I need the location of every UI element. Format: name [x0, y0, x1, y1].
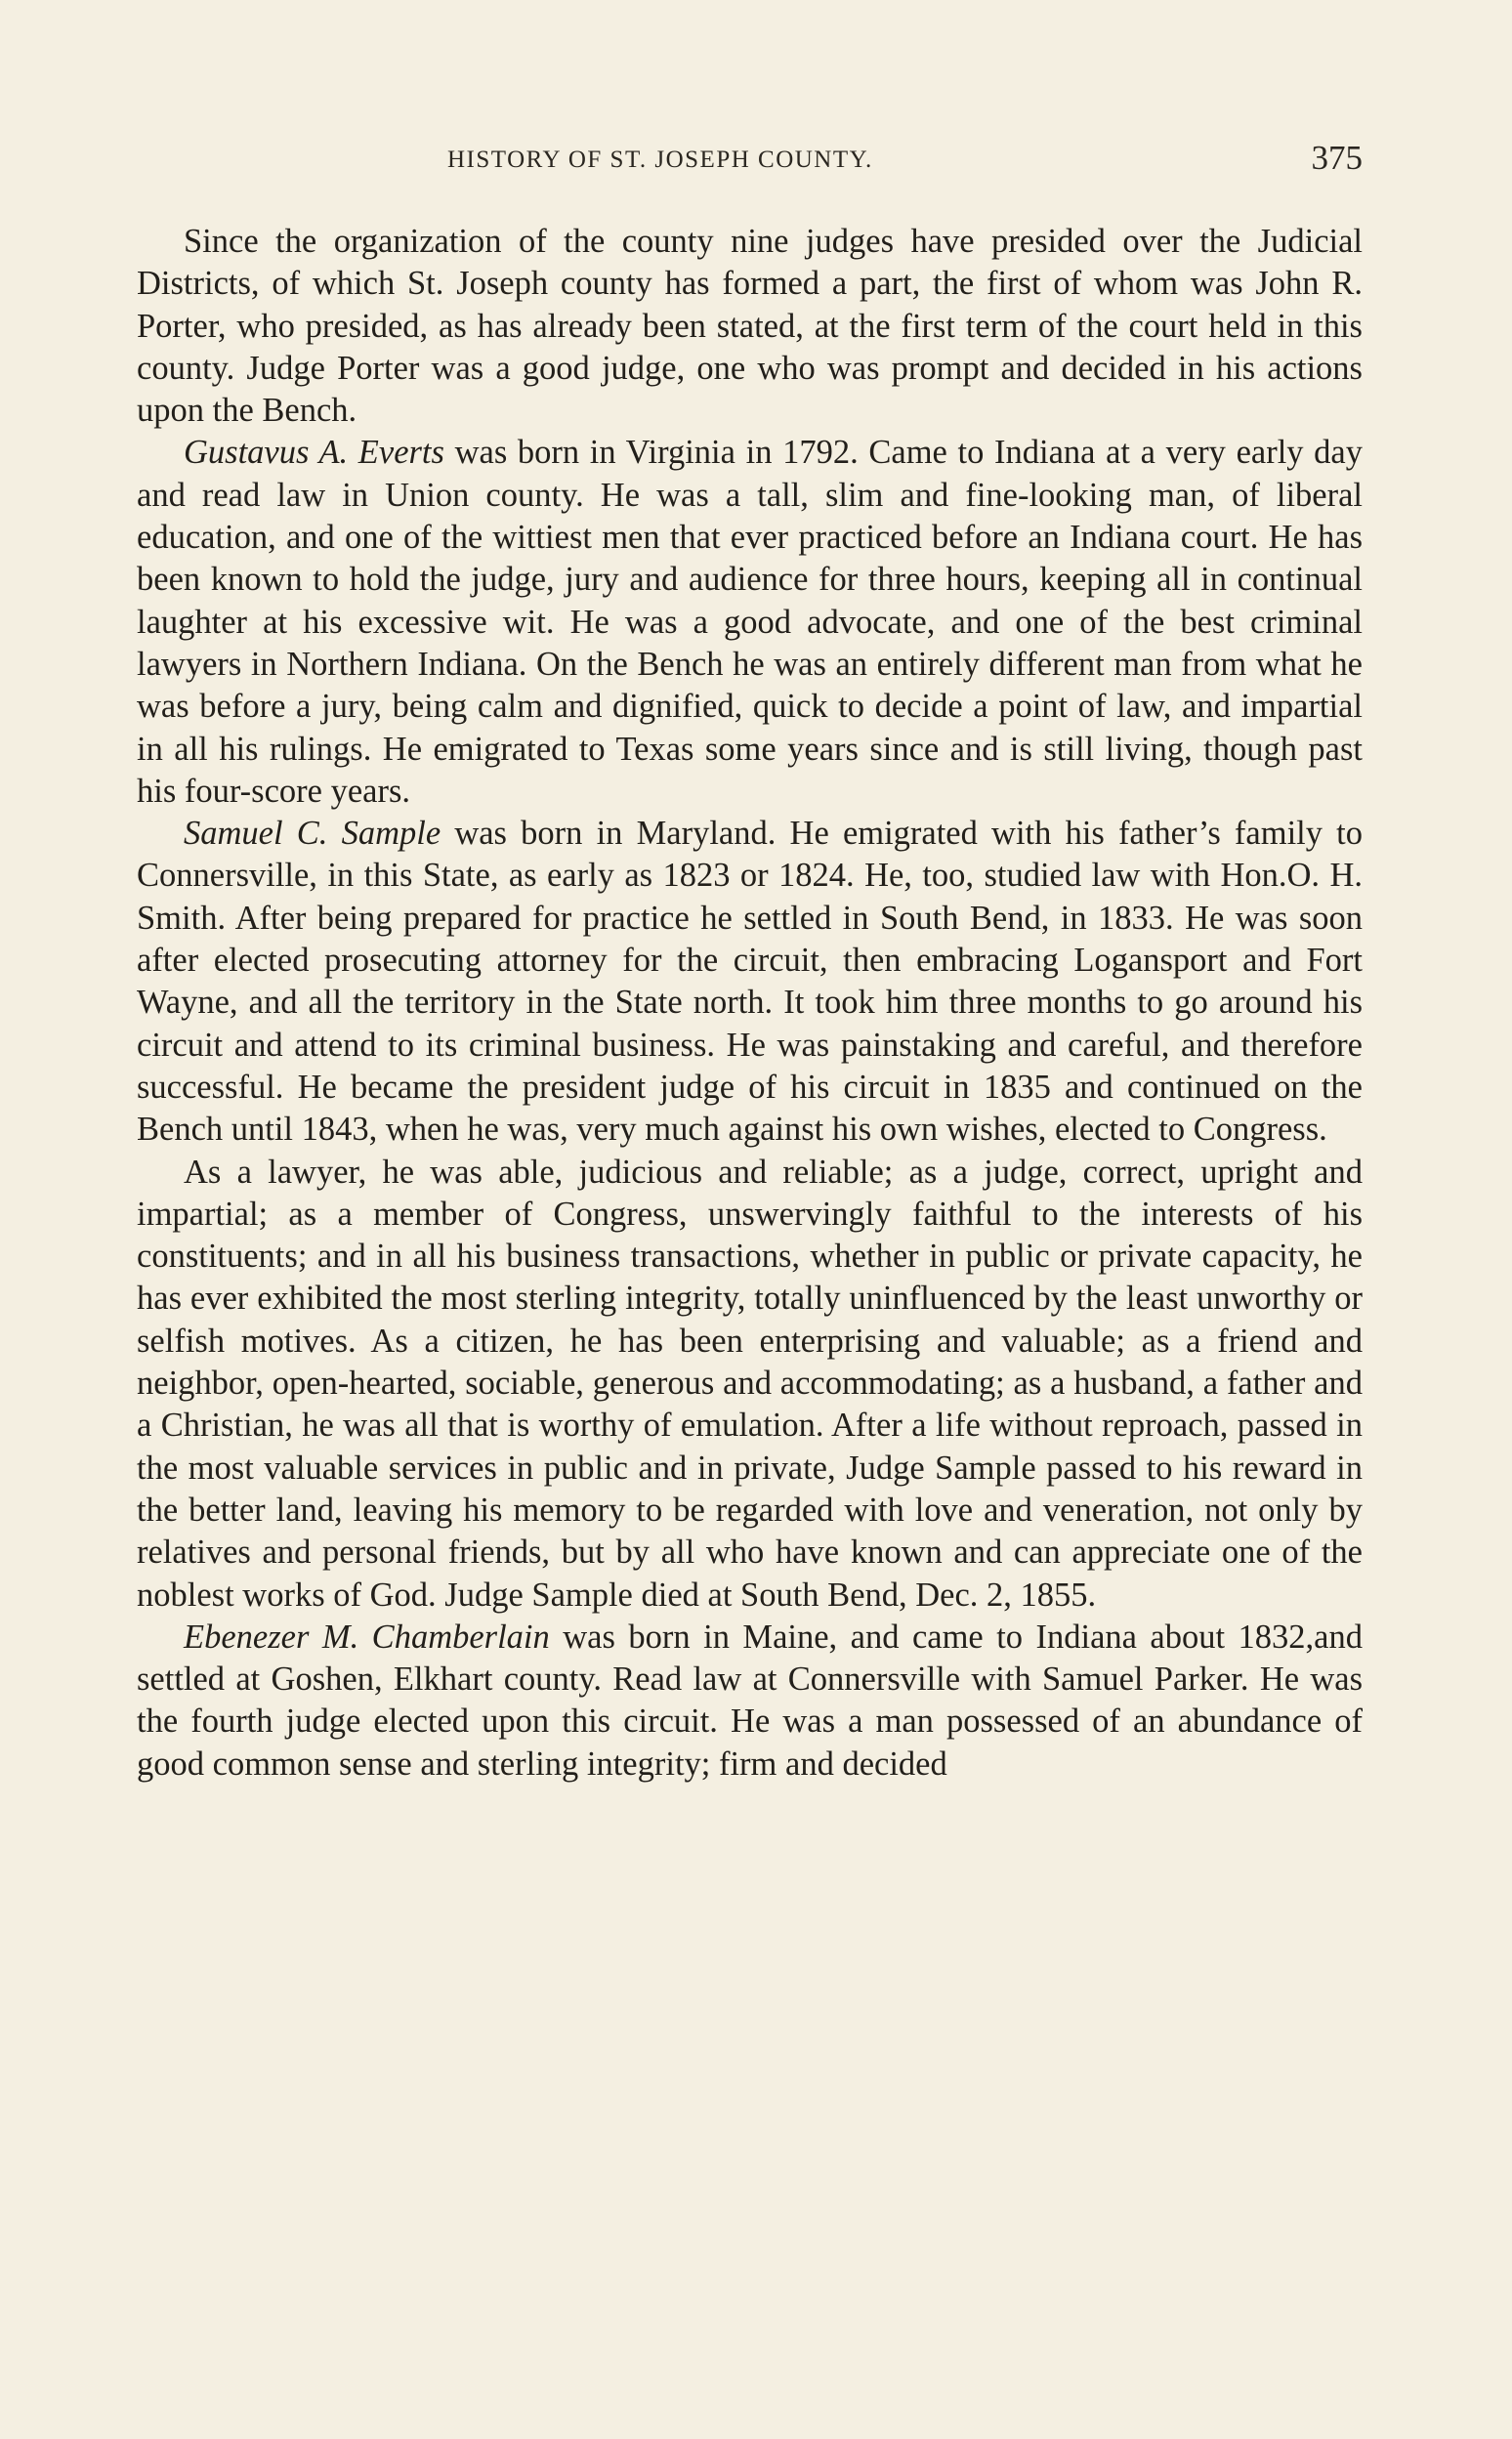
- paragraph-text: As a lawyer, he was able, judicious and reliable; as a judge, correct, upright and impartial; as a member of Congress, unswervingly faithful to the interests of his constituents; and in all his business transactions, whether in public or private capacity, he has ever exhibited the most sterling integrity, totally uninfluenced by the least unworthy or selfish motives. As a citizen, he has been enterprising and valuable; as a friend and neighbor, open-hearted, sociable, generous and accommodating; as a husband, a father and a Christian, he was all that is worthy of emulation. After a life without reproach, passed in the most valuable services in public and in private, Judge Sample passed to his reward in the better land, leaving his memory to be regarded with love and veneration, not only by relatives and personal friends, but by all who have known and can appreciate one of the noblest works of God. Judge Sample died at South Bend, Dec. 2, 1855.: [137, 1153, 1363, 1614]
- paragraph-text: Since the organization of the county nine judges have presided over the Judicial Districts, of which St. Joseph county has formed a part, the first of whom was John R. Porter, who presided, as has already been stated, at the first term of the court held in this county. Judge Porter was a good judge, one who was prompt and decided in his actions upon the Bench.: [137, 223, 1363, 430]
- paragraph-chamberlain: [137, 1617, 1363, 1786]
- paragraph-text: was born in Maine, and came to Indiana about 1832,and settled at Goshen, Elkhart county. Read law at Connersville with Samuel Parker. He was the fourth judge elected upon this circuit. He was a man possessed of an abundance of good common sense and sterling integrity; firm and decided: [137, 1618, 1363, 1783]
- running-head: HISTORY OF ST. JOSEPH COUNTY.: [447, 147, 873, 173]
- paragraph-sample-tribute: [137, 1152, 1363, 1617]
- judge-name-everts: Gustavus A. Everts: [184, 434, 444, 472]
- paragraph-sample: [137, 813, 1363, 1151]
- judge-name-sample: Samuel C. Sample: [184, 815, 441, 853]
- paragraph-text: was born in Maryland. He emigrated with his father’s family to Connersville, in this State, as early as 1823 or 1824. He, too, studied law with Hon.O. H. Smith. After being prepared for practice he settled in South Bend, in 1833. He was soon after elected prosecuting attorney for the circuit, then embracing Logansport and Fort Wayne, and all the territory in the State north. It took him three months to go around his circuit and attend to its criminal business. He was painstaking and careful, and therefore successful. He became the president judge of his circuit in 1835 and continued on the Bench until 1843, when he was, very much against his own wishes, elected to Congress.: [137, 815, 1364, 1149]
- paragraph-text: was born in Virginia in 1792. Came to Indiana at a very early day and read law in Union county. He was a tall, slim and fine-looking man, of liberal education, and one of the wittiest men that ever practiced before an Indiana court. He has been known to hold the judge, jury and audience for three hours, keeping all in continual laughter at his excessive wit. He was a good advocate, and one of the best criminal lawyers in Northern Indiana. On the Bench he was an entirely different man from what he was before a jury, being calm and dignified, quick to decide a point of law, and impartial in all his rulings. He emigrated to Texas some years since and is still living, though past his four-score years.: [137, 434, 1363, 810]
- page-number: 375: [1311, 139, 1363, 177]
- paragraph-everts: [137, 432, 1363, 813]
- body-text: [137, 221, 1363, 1786]
- page-header: [137, 139, 1363, 184]
- paragraph-organization: [137, 221, 1363, 432]
- judge-name-chamberlain: Ebenezer M. Chamberlain: [184, 1618, 550, 1656]
